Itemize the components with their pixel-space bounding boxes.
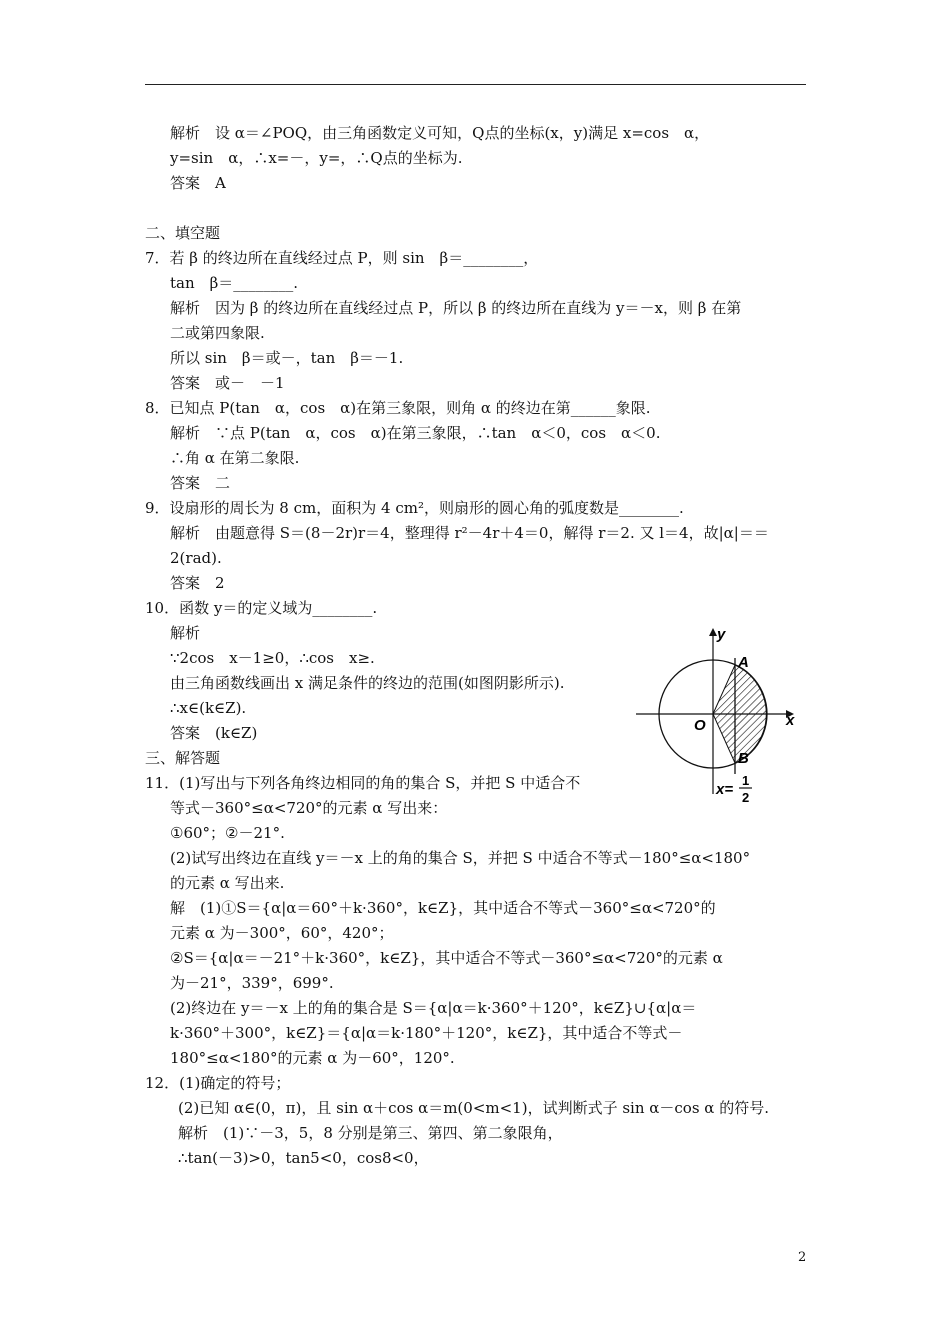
text-line: 答案 二 — [170, 474, 231, 492]
text-line: (2)已知 α∈(0，π)，且 sin α＋cos α＝m(0<m<1)，试判断式子 sin α－cos α 的符号. — [178, 1099, 769, 1117]
text-line: 由三角函数线画出 x 满足条件的终边的范围(如图阴影所示). — [170, 674, 565, 692]
text-line: 答案 (k∈Z) — [170, 724, 258, 742]
text-line: 解析 由题意得 S＝(8－2r)r＝4，整理得 r²－4r＋4＝0，解得 r＝2. 又 l＝4，故|α|＝＝ — [170, 524, 769, 542]
unit-circle-figure — [628, 622, 798, 812]
text-line: k·360°＋300°，k∈Z}＝{α|α＝k·180°＋120°，k∈Z}，其中适合不等式－ — [170, 1024, 683, 1042]
header-rule — [145, 84, 806, 85]
text-line: 7．若 β 的终边所在直线经过点 P，则 sin β＝________， — [145, 249, 539, 267]
text-line: 12．(1)确定的符号； — [145, 1074, 291, 1092]
line-label: x= — [716, 781, 734, 798]
text-line: 10．函数 y＝的定义域为________. — [145, 599, 378, 617]
text-line: ∵2cos x－1≥0，∴cos x≥. — [170, 649, 375, 667]
text-line: 答案 或－ －1 — [170, 374, 285, 392]
section-heading: 三、解答题 — [145, 749, 221, 767]
text-line: 解 (1)①S＝{α|α＝60°＋k·360°，k∈Z}，其中适合不等式－360°≤α<720°的 — [170, 899, 716, 917]
y-axis-arrow-icon — [709, 628, 717, 636]
text-line: ∴x∈(k∈Z). — [170, 699, 247, 717]
origin-label: O — [694, 717, 706, 734]
page-number: 2 — [798, 1250, 807, 1265]
text-line: y=sin α，∴x=－，y=，∴Q点的坐标为. — [170, 149, 463, 167]
text-line: 答案 2 — [170, 574, 225, 592]
text-line: 2(rad). — [170, 549, 222, 567]
section-heading: 二、填空题 — [145, 224, 221, 242]
text-line: 等式－360°≤α<720°的元素 α 写出来： — [170, 799, 448, 817]
text-line: ②S＝{α|α＝－21°＋k·360°，k∈Z}，其中适合不等式－360°≤α<720°的元素 α — [170, 949, 723, 967]
text-line: 11．(1)写出与下列各角终边相同的角的集合 S，并把 S 中适合不 — [145, 774, 581, 792]
text-line: ∴tan(－3)>0，tan5<0，cos8<0， — [178, 1149, 429, 1167]
text-line: (2)终边在 y＝－x 上的角的集合是 S＝{α|α＝k·360°＋120°，k∈Z}∪{α|α＝ — [170, 999, 697, 1017]
text-line: 解析 — [170, 624, 201, 642]
text-line: ①60°；②－21°. — [170, 824, 285, 842]
text-line: 所以 sin β＝或－，tan β＝－1. — [170, 349, 404, 367]
axis-y-label: y — [717, 626, 726, 643]
point-b-label: B — [738, 750, 749, 767]
text-line: 二或第四象限. — [170, 324, 265, 342]
text-line: ∴角 α 在第二象限. — [170, 449, 300, 467]
text-line: 解析 (1)∵－3，5，8 分别是第三、第四、第二象限角， — [178, 1124, 563, 1142]
text-line: 答案 A — [170, 174, 226, 192]
text-line: 解析 因为 β 的终边所在直线经过点 P，所以 β 的终边所在直线为 y＝－x，则 β 在第 — [170, 299, 742, 317]
text-line: 9．设扇形的周长为 8 cm，面积为 4 cm²，则扇形的圆心角的弧度数是________. — [145, 499, 684, 517]
point-a-label: A — [738, 654, 749, 671]
text-line: 解析 设 α＝∠POQ，由三角函数定义可知，Q点的坐标(x，y)满足 x=cos α， — [170, 124, 710, 142]
axis-x-label: x — [786, 712, 795, 729]
text-line: tan β＝________. — [170, 274, 299, 292]
text-line: 为－21°，339°，699°. — [170, 974, 334, 992]
line-label-numerator: 1 — [742, 773, 750, 788]
text-line: 的元素 α 写出来. — [170, 874, 285, 892]
text-line: 元素 α 为－300°，60°，420°； — [170, 924, 394, 942]
text-line: (2)试写出终边在直线 y＝－x 上的角的集合 S，并把 S 中适合不等式－180°≤α<180° — [170, 849, 751, 867]
text-line: 8．已知点 P(tan α，cos α)在第三象限，则角 α 的终边在第______象限. — [145, 399, 651, 417]
line-label-denominator: 2 — [742, 790, 750, 805]
text-line: 180°≤α<180°的元素 α 为－60°，120°. — [170, 1049, 455, 1067]
text-line: 解析 ∵点 P(tan α，cos α)在第三象限，∴tan α＜0，cos α＜0. — [170, 424, 661, 442]
